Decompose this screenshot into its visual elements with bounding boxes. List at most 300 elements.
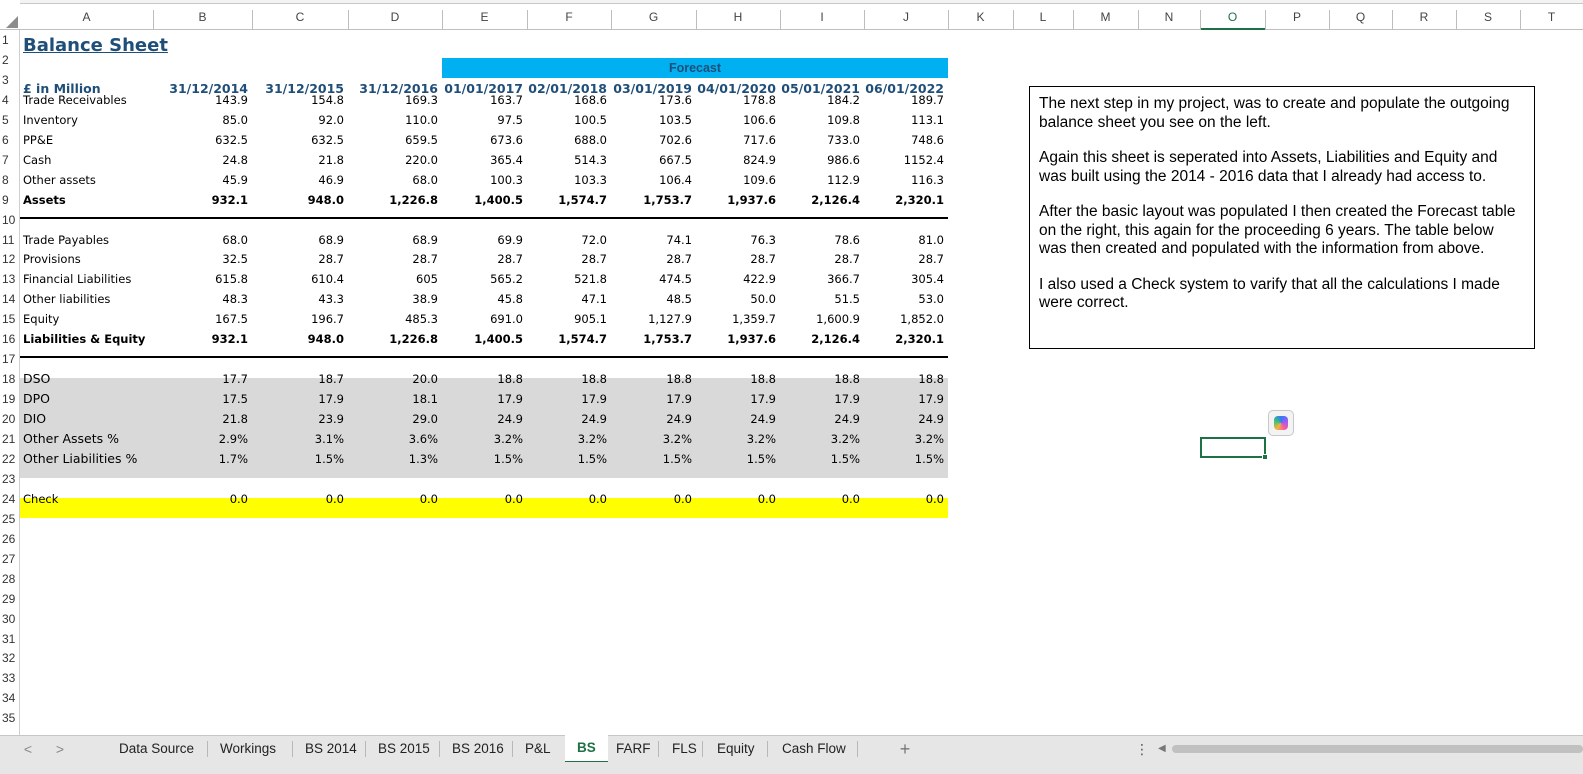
ratio-row-value[interactable]: 3.2% bbox=[577, 432, 607, 446]
liability-row-value[interactable]: 78.6 bbox=[834, 232, 860, 247]
liability-row-value[interactable]: 28.7 bbox=[666, 252, 692, 267]
add-sheet-icon[interactable]: + bbox=[899, 739, 911, 759]
asset-row-value[interactable]: 109.6 bbox=[743, 172, 776, 187]
date-header[interactable]: 02/01/2018 bbox=[528, 81, 607, 96]
check-row-value[interactable]: 0.0 bbox=[419, 491, 438, 506]
ratio-row-value[interactable]: 3.2% bbox=[746, 432, 776, 446]
asset-row-value[interactable]: 673.6 bbox=[490, 132, 523, 147]
liability-row-value[interactable]: 28.7 bbox=[497, 252, 523, 267]
row-header-25[interactable]: 25 bbox=[2, 511, 16, 526]
liability-row-value[interactable]: 1,127.9 bbox=[648, 312, 692, 327]
liability-row-value[interactable]: 28.7 bbox=[750, 252, 776, 267]
ratio-row-label[interactable]: Other Liabilities % bbox=[23, 450, 138, 466]
row-header-8[interactable]: 8 bbox=[2, 172, 9, 187]
ratio-row-value[interactable]: 20.0 bbox=[412, 372, 438, 387]
liability-row-value[interactable]: 28.7 bbox=[412, 252, 438, 267]
liability-row-value[interactable]: 38.9 bbox=[412, 292, 438, 307]
row-header-6[interactable]: 6 bbox=[2, 132, 9, 147]
column-separator bbox=[1265, 10, 1266, 30]
row-header-32[interactable]: 32 bbox=[2, 651, 16, 666]
ratio-row-value[interactable]: 17.9 bbox=[581, 392, 607, 407]
column-header-n[interactable]: N bbox=[1164, 10, 1174, 24]
column-header-o[interactable]: O bbox=[1200, 4, 1265, 30]
asset-row-label[interactable]: Cash bbox=[23, 152, 52, 167]
column-separator bbox=[948, 10, 949, 30]
asset-row-value[interactable]: 702.6 bbox=[659, 132, 692, 147]
check-row-value[interactable]: 0.0 bbox=[588, 491, 607, 506]
asset-row-value[interactable]: 168.6 bbox=[574, 92, 607, 107]
row-header-27[interactable]: 27 bbox=[2, 551, 16, 566]
liabilities-total-value[interactable]: 2,320.1 bbox=[895, 332, 944, 347]
unit-label[interactable]: £ in Million bbox=[23, 81, 101, 96]
liability-row-value[interactable]: 28.7 bbox=[318, 252, 344, 267]
liability-row-value[interactable]: 615.8 bbox=[215, 272, 248, 287]
asset-row-value[interactable]: 103.3 bbox=[574, 172, 607, 187]
ratio-row-value[interactable]: 24.9 bbox=[750, 412, 776, 427]
row-header-15[interactable]: 15 bbox=[2, 312, 16, 327]
asset-row-value[interactable]: 143.9 bbox=[215, 92, 248, 107]
asset-row-value[interactable]: 748.6 bbox=[911, 132, 944, 147]
ratio-row-value[interactable]: 18.8 bbox=[581, 372, 607, 387]
liability-row-value[interactable]: 691.0 bbox=[490, 312, 523, 327]
column-separator bbox=[1520, 10, 1521, 30]
liability-row-value[interactable]: 610.4 bbox=[311, 272, 344, 287]
liability-row-value[interactable]: 366.7 bbox=[827, 272, 860, 287]
column-separator bbox=[1456, 10, 1457, 30]
check-row-value[interactable]: 0.0 bbox=[925, 491, 944, 506]
ratio-row-value[interactable]: 24.9 bbox=[581, 412, 607, 427]
assets-total-value[interactable]: 1,753.7 bbox=[643, 192, 692, 207]
liability-row-value[interactable]: 1,852.0 bbox=[900, 312, 944, 327]
check-row-value[interactable]: 0.0 bbox=[841, 491, 860, 506]
sheet-tab-bs-2016[interactable]: BS 2016 bbox=[452, 741, 504, 756]
horizontal-scrollbar[interactable] bbox=[1158, 743, 1583, 755]
column-separator bbox=[527, 10, 528, 30]
column-header-c[interactable]: C bbox=[295, 10, 305, 24]
asset-row-value[interactable]: 365.4 bbox=[490, 152, 523, 167]
row-header-22[interactable]: 22 bbox=[2, 451, 16, 466]
ratio-row-value[interactable]: 2.9% bbox=[218, 432, 248, 446]
liability-row-value[interactable]: 305.4 bbox=[911, 272, 944, 287]
liability-row-value[interactable]: 43.3 bbox=[318, 292, 344, 307]
liability-row-value[interactable]: 1,600.9 bbox=[816, 312, 860, 327]
assets-total-border bbox=[20, 217, 948, 219]
asset-row-value[interactable]: 173.6 bbox=[659, 92, 692, 107]
ratio-row-label[interactable]: DPO bbox=[23, 391, 51, 407]
column-header-e[interactable]: E bbox=[480, 10, 489, 24]
asset-row-value[interactable]: 106.6 bbox=[743, 112, 776, 127]
notes-textbox[interactable] bbox=[1029, 86, 1535, 349]
column-separator bbox=[1392, 10, 1393, 30]
row-header-1[interactable]: 1 bbox=[2, 33, 9, 47]
asset-row-value[interactable]: 667.5 bbox=[659, 152, 692, 167]
scrollbar-thumb[interactable] bbox=[1172, 745, 1583, 753]
liability-row-value[interactable]: 905.1 bbox=[574, 312, 607, 327]
liabilities-total-label[interactable]: Liabilities & Equity bbox=[23, 332, 146, 347]
ratio-row-value[interactable]: 17.9 bbox=[834, 392, 860, 407]
liability-row-value[interactable]: 28.7 bbox=[581, 252, 607, 267]
tab-separator bbox=[658, 741, 659, 757]
ratio-row-value[interactable]: 18.8 bbox=[834, 372, 860, 387]
row-header-17[interactable]: 17 bbox=[2, 352, 16, 367]
notes-paragraph-4: I also used a Check system to varify that all the calculations I made were correct. bbox=[1039, 275, 1500, 311]
liability-row-value[interactable]: 48.3 bbox=[222, 292, 248, 307]
liability-row-value[interactable]: 565.2 bbox=[490, 272, 523, 287]
row-header-3[interactable]: 3 bbox=[2, 72, 9, 87]
ratio-row-label[interactable]: DSO bbox=[23, 371, 51, 387]
column-separator bbox=[696, 10, 697, 30]
ratio-row-value[interactable]: 17.9 bbox=[318, 392, 344, 407]
asset-row-label[interactable]: PP&E bbox=[23, 132, 54, 147]
ratio-row-value[interactable]: 24.9 bbox=[918, 412, 944, 427]
liability-row-value[interactable]: 28.7 bbox=[918, 252, 944, 267]
column-header-s[interactable]: S bbox=[1483, 10, 1492, 24]
ratio-row-value[interactable]: 18.7 bbox=[318, 372, 344, 387]
liability-row-value[interactable]: 81.0 bbox=[918, 232, 944, 247]
assets-total-value[interactable]: 1,937.6 bbox=[727, 192, 776, 207]
column-header-p[interactable]: P bbox=[1292, 10, 1301, 24]
liability-row-label[interactable]: Provisions bbox=[23, 252, 81, 267]
column-separator bbox=[442, 10, 443, 30]
asset-row-value[interactable]: 24.8 bbox=[222, 152, 248, 167]
asset-row-value[interactable]: 632.5 bbox=[215, 132, 248, 147]
date-header[interactable]: 01/01/2017 bbox=[444, 81, 523, 96]
tab-separator bbox=[767, 741, 768, 757]
asset-row-value[interactable]: 1152.4 bbox=[903, 152, 944, 167]
column-separator bbox=[780, 10, 781, 30]
liability-row-value[interactable]: 45.8 bbox=[497, 292, 523, 307]
check-row-value[interactable]: 0.0 bbox=[229, 491, 248, 506]
liability-row-value[interactable]: 485.3 bbox=[405, 312, 438, 327]
asset-row-value[interactable]: 85.0 bbox=[222, 112, 248, 127]
select-all-corner[interactable] bbox=[0, 4, 20, 30]
asset-row-value[interactable]: 514.3 bbox=[574, 152, 607, 167]
sheet-tab-fls[interactable]: FLS bbox=[672, 741, 697, 756]
row-header-7[interactable]: 7 bbox=[2, 152, 9, 167]
date-header[interactable]: 31/12/2016 bbox=[359, 81, 438, 96]
sheet-tab-data-source[interactable]: Data Source bbox=[119, 741, 195, 756]
liability-row-value[interactable]: 69.9 bbox=[497, 232, 523, 247]
liability-row-label[interactable]: Other liabilities bbox=[23, 292, 111, 307]
row-header-5[interactable]: 5 bbox=[2, 112, 9, 127]
column-header-l[interactable]: L bbox=[1039, 10, 1047, 24]
column-separator bbox=[153, 10, 154, 30]
liabilities-total-value[interactable]: 932.1 bbox=[211, 332, 248, 347]
date-header[interactable]: 06/01/2022 bbox=[865, 81, 944, 96]
tab-separator bbox=[857, 741, 858, 757]
liabilities-total-value[interactable]: 1,226.8 bbox=[389, 332, 438, 347]
liability-row-value[interactable]: 51.5 bbox=[834, 292, 860, 307]
ratio-row-value[interactable]: 3.2% bbox=[662, 432, 692, 446]
ratio-row-value[interactable]: 1.5% bbox=[662, 451, 692, 466]
row-header-bar bbox=[0, 30, 20, 735]
asset-row-value[interactable]: 632.5 bbox=[311, 132, 344, 147]
liabilities-total-border bbox=[20, 356, 948, 358]
assets-total-value[interactable]: 2,126.4 bbox=[811, 192, 860, 207]
liability-row-value[interactable]: 76.3 bbox=[750, 232, 776, 247]
column-header-j[interactable]: J bbox=[903, 10, 909, 24]
sheet-tab-farf[interactable]: FARF bbox=[616, 741, 651, 756]
asset-row-value[interactable]: 733.0 bbox=[827, 132, 860, 147]
ratio-row-value[interactable]: 18.8 bbox=[918, 372, 944, 387]
asset-row-value[interactable]: 824.9 bbox=[743, 152, 776, 167]
ratio-row-value[interactable]: 17.9 bbox=[750, 392, 776, 407]
column-header-i[interactable]: I bbox=[820, 10, 824, 24]
ratio-row-value[interactable]: 1.5% bbox=[314, 451, 344, 466]
liability-row-value[interactable]: 196.7 bbox=[311, 312, 344, 327]
column-header-k[interactable]: K bbox=[976, 10, 985, 24]
liability-row-value[interactable]: 1,359.7 bbox=[732, 312, 776, 327]
assets-total-label[interactable]: Assets bbox=[23, 192, 66, 207]
assets-total-value[interactable]: 932.1 bbox=[211, 192, 248, 207]
column-separator bbox=[348, 10, 349, 30]
asset-row-value[interactable]: 184.2 bbox=[827, 92, 860, 107]
ratio-row-value[interactable]: 1.5% bbox=[493, 451, 523, 466]
liability-row-value[interactable]: 68.9 bbox=[318, 232, 344, 247]
ratio-row-value[interactable]: 23.9 bbox=[318, 412, 344, 427]
liability-row-value[interactable]: 605 bbox=[416, 272, 438, 287]
asset-row-value[interactable]: 110.0 bbox=[405, 112, 438, 127]
ratio-row-value[interactable]: 1.5% bbox=[577, 451, 607, 466]
ratio-row-value[interactable]: 17.9 bbox=[666, 392, 692, 407]
asset-row-value[interactable]: 154.8 bbox=[311, 92, 344, 107]
column-header-d[interactable]: D bbox=[390, 10, 400, 24]
row-header-4[interactable]: 4 bbox=[2, 92, 9, 107]
row-header-28[interactable]: 28 bbox=[2, 571, 16, 586]
row-header-20[interactable]: 20 bbox=[2, 412, 16, 427]
tab-next-icon[interactable]: > bbox=[55, 741, 65, 757]
column-separator bbox=[1013, 10, 1014, 30]
ratio-row-value[interactable]: 18.8 bbox=[497, 372, 523, 387]
column-header-h[interactable]: H bbox=[733, 10, 743, 24]
asset-row-value[interactable]: 97.5 bbox=[497, 112, 523, 127]
liability-row-value[interactable]: 32.5 bbox=[222, 252, 248, 267]
liability-row-value[interactable]: 50.0 bbox=[750, 292, 776, 307]
column-separator bbox=[1073, 10, 1074, 30]
row-header-18[interactable]: 18 bbox=[2, 372, 16, 387]
liabilities-total-value[interactable]: 1,753.7 bbox=[643, 332, 692, 347]
asset-row-value[interactable]: 100.3 bbox=[490, 172, 523, 187]
ratio-row-value[interactable]: 17.9 bbox=[918, 392, 944, 407]
liabilities-total-value[interactable]: 1,400.5 bbox=[474, 332, 523, 347]
asset-row-value[interactable]: 189.7 bbox=[911, 92, 944, 107]
asset-row-value[interactable]: 109.8 bbox=[827, 112, 860, 127]
liability-row-value[interactable]: 474.5 bbox=[659, 272, 692, 287]
ratio-row-value[interactable]: 29.0 bbox=[412, 412, 438, 427]
ratio-row-label[interactable]: Other Assets % bbox=[23, 431, 119, 446]
row-header-26[interactable]: 26 bbox=[2, 531, 16, 546]
assets-total-value[interactable]: 948.0 bbox=[307, 192, 344, 207]
column-header-r[interactable]: R bbox=[1419, 10, 1429, 24]
liability-row-label[interactable]: Trade Payables bbox=[23, 232, 110, 247]
scroll-left-icon[interactable]: ◀ bbox=[1158, 743, 1166, 754]
asset-row-label[interactable]: Inventory bbox=[23, 112, 78, 127]
ratio-row-value[interactable]: 3.2% bbox=[493, 432, 523, 446]
ratio-row-label[interactable]: DIO bbox=[23, 411, 47, 427]
column-header-q[interactable]: Q bbox=[1355, 10, 1366, 24]
row-header-19[interactable]: 19 bbox=[2, 392, 16, 407]
row-header-11[interactable]: 11 bbox=[2, 232, 15, 247]
ratio-row-value[interactable]: 24.9 bbox=[834, 412, 860, 427]
ratio-row-value[interactable]: 24.9 bbox=[666, 412, 692, 427]
ratio-row-value[interactable]: 3.2% bbox=[914, 432, 944, 446]
ratio-row-value[interactable]: 17.5 bbox=[222, 392, 248, 407]
ratio-row-value[interactable]: 3.1% bbox=[314, 432, 344, 446]
liabilities-total-value[interactable]: 1,574.7 bbox=[558, 332, 607, 347]
asset-row-value[interactable]: 659.5 bbox=[405, 132, 438, 147]
column-header-g[interactable]: G bbox=[648, 10, 659, 24]
date-header[interactable]: 31/12/2014 bbox=[169, 81, 248, 96]
assets-total-value[interactable]: 2,320.1 bbox=[895, 192, 944, 207]
row-header-33[interactable]: 33 bbox=[2, 671, 16, 686]
sheet-tab-bar bbox=[0, 735, 1583, 774]
copilot-button[interactable] bbox=[1268, 410, 1294, 436]
check-row-value[interactable]: 0.0 bbox=[757, 491, 776, 506]
liability-row-value[interactable]: 68.9 bbox=[412, 232, 438, 247]
liabilities-total-value[interactable]: 948.0 bbox=[307, 332, 344, 347]
asset-row-value[interactable]: 92.0 bbox=[318, 112, 344, 127]
row-header-34[interactable]: 34 bbox=[2, 691, 16, 706]
check-row-value[interactable]: 0.0 bbox=[325, 491, 344, 506]
liability-row-value[interactable]: 521.8 bbox=[574, 272, 607, 287]
ratio-row-value[interactable]: 1.5% bbox=[746, 451, 776, 466]
ratio-row-value[interactable]: 17.7 bbox=[222, 372, 248, 387]
asset-row-value[interactable]: 112.9 bbox=[827, 172, 860, 187]
liabilities-total-value[interactable]: 1,937.6 bbox=[727, 332, 776, 347]
column-separator bbox=[611, 10, 612, 30]
asset-row-value[interactable]: 717.6 bbox=[743, 132, 776, 147]
date-header[interactable]: 31/12/2015 bbox=[265, 81, 344, 96]
asset-row-label[interactable]: Other assets bbox=[23, 172, 96, 187]
select-all-icon bbox=[6, 16, 18, 28]
row-header-24[interactable]: 24 bbox=[2, 491, 16, 506]
tab-separator bbox=[702, 741, 703, 757]
sheet-tab-bs-2014[interactable]: BS 2014 bbox=[305, 741, 357, 756]
liability-row-value[interactable]: 28.7 bbox=[834, 252, 860, 267]
asset-row-value[interactable]: 46.9 bbox=[318, 172, 344, 187]
ratio-row-value[interactable]: 1.5% bbox=[914, 451, 944, 466]
sheet-title[interactable]: Balance Sheet bbox=[23, 35, 168, 56]
ratio-row-value[interactable]: 3.2% bbox=[830, 432, 860, 446]
column-header-t[interactable]: T bbox=[1547, 10, 1556, 24]
asset-row-value[interactable]: 68.0 bbox=[412, 172, 438, 187]
column-header-a[interactable]: A bbox=[82, 10, 91, 24]
asset-row-value[interactable]: 45.9 bbox=[222, 172, 248, 187]
asset-row-value[interactable]: 163.7 bbox=[490, 92, 523, 107]
sheet-tab-equity[interactable]: Equity bbox=[717, 741, 755, 756]
notes-paragraph-2: Again this sheet is seperated into Assets, Liabilities and Equity and was built using the 2014 - 2016 data that I already had access to. bbox=[1039, 149, 1498, 185]
asset-row-value[interactable]: 169.3 bbox=[405, 92, 438, 107]
ratio-row-value[interactable]: 18.8 bbox=[750, 372, 776, 387]
asset-row-value[interactable]: 100.5 bbox=[574, 112, 607, 127]
check-row-label[interactable]: Check bbox=[23, 491, 59, 506]
check-row-value[interactable]: 0.0 bbox=[673, 491, 692, 506]
column-header-f[interactable]: F bbox=[565, 10, 573, 24]
date-header[interactable]: 04/01/2020 bbox=[697, 81, 776, 96]
notes-paragraph-3: After the basic layout was populated I then created the Forecast table on the right, this again for the proceeding 6 years. The table below was then created and populated with the information from above. bbox=[1039, 203, 1516, 257]
liability-row-label[interactable]: Equity bbox=[23, 312, 60, 327]
sheet-tab-p-l[interactable]: P&L bbox=[525, 741, 551, 756]
row-header-23[interactable]: 23 bbox=[2, 471, 16, 486]
row-header-35[interactable]: 35 bbox=[2, 711, 16, 726]
row-header-14[interactable]: 14 bbox=[2, 292, 16, 307]
row-header-16[interactable]: 16 bbox=[2, 332, 16, 347]
assets-total-value[interactable]: 1,574.7 bbox=[558, 192, 607, 207]
row-header-12[interactable]: 12 bbox=[2, 252, 16, 267]
ratio-row-value[interactable]: 3.6% bbox=[408, 432, 438, 446]
ratio-row-value[interactable]: 1.7% bbox=[218, 451, 248, 466]
assets-total-value[interactable]: 1,226.8 bbox=[389, 192, 438, 207]
column-separator bbox=[252, 10, 253, 30]
row-header-2[interactable]: 2 bbox=[2, 52, 9, 67]
forecast-header[interactable]: Forecast bbox=[442, 58, 948, 78]
sheet-tab-cash-flow[interactable]: Cash Flow bbox=[782, 741, 846, 756]
row-header-9[interactable]: 9 bbox=[2, 192, 9, 207]
fill-handle[interactable] bbox=[1262, 454, 1268, 460]
column-header-b[interactable]: B bbox=[198, 10, 207, 24]
row-header-10[interactable]: 10 bbox=[2, 212, 16, 227]
check-row-value[interactable]: 0.0 bbox=[504, 491, 523, 506]
liability-row-value[interactable]: 74.1 bbox=[666, 232, 692, 247]
asset-row-value[interactable]: 116.3 bbox=[911, 172, 944, 187]
liability-row-value[interactable]: 72.0 bbox=[581, 232, 607, 247]
liability-row-value[interactable]: 422.9 bbox=[743, 272, 776, 287]
asset-row-value[interactable]: 220.0 bbox=[405, 152, 438, 167]
ratio-row-value[interactable]: 24.9 bbox=[497, 412, 523, 427]
asset-row-value[interactable]: 103.5 bbox=[659, 112, 692, 127]
ratio-row-value[interactable]: 18.1 bbox=[412, 392, 438, 407]
assets-total-value[interactable]: 1,400.5 bbox=[474, 192, 523, 207]
asset-row-value[interactable]: 106.4 bbox=[659, 172, 692, 187]
asset-row-value[interactable]: 21.8 bbox=[318, 152, 344, 167]
column-separator bbox=[1138, 10, 1139, 30]
row-header-31[interactable]: 31 bbox=[2, 631, 16, 646]
liability-row-label[interactable]: Financial Liabilities bbox=[23, 272, 132, 287]
asset-row-value[interactable]: 178.8 bbox=[743, 92, 776, 107]
asset-row-value[interactable]: 113.1 bbox=[911, 112, 944, 127]
row-header-13[interactable]: 13 bbox=[2, 272, 16, 287]
liability-row-value[interactable]: 167.5 bbox=[215, 312, 248, 327]
date-header[interactable]: 05/01/2021 bbox=[781, 81, 860, 96]
active-cell-selection[interactable] bbox=[1200, 437, 1266, 458]
sheet-tab-workings[interactable]: Workings bbox=[220, 741, 277, 756]
ratio-row-value[interactable]: 21.8 bbox=[222, 412, 248, 427]
row-header-30[interactable]: 30 bbox=[2, 611, 16, 626]
row-header-29[interactable]: 29 bbox=[2, 591, 16, 606]
asset-row-value[interactable]: 986.6 bbox=[827, 152, 860, 167]
date-header[interactable]: 03/01/2019 bbox=[613, 81, 692, 96]
column-separator bbox=[1200, 10, 1201, 30]
liability-row-value[interactable]: 47.1 bbox=[581, 292, 607, 307]
sheet-tab-bs[interactable]: BS bbox=[565, 735, 608, 763]
column-separator bbox=[864, 10, 865, 30]
sheet-tab-bs-2015[interactable]: BS 2015 bbox=[378, 741, 430, 756]
column-header-m[interactable]: M bbox=[1100, 10, 1111, 24]
more-options-icon[interactable]: ⋮ bbox=[1135, 741, 1149, 757]
ratio-row-value[interactable]: 1.3% bbox=[408, 451, 438, 466]
ratio-row-value[interactable]: 17.9 bbox=[497, 392, 523, 407]
asset-row-value[interactable]: 688.0 bbox=[574, 132, 607, 147]
liability-row-value[interactable]: 68.0 bbox=[222, 232, 248, 247]
asset-row-label[interactable]: Trade Receivables bbox=[23, 92, 127, 107]
ratio-row-value[interactable]: 1.5% bbox=[830, 451, 860, 466]
ratio-row-value[interactable]: 18.8 bbox=[666, 372, 692, 387]
liability-row-value[interactable]: 53.0 bbox=[918, 292, 944, 307]
row-header-21[interactable]: 21 bbox=[2, 432, 16, 446]
liability-row-value[interactable]: 48.5 bbox=[666, 292, 692, 307]
liabilities-total-value[interactable]: 2,126.4 bbox=[811, 332, 860, 347]
tab-prev-icon[interactable]: < bbox=[23, 741, 33, 757]
